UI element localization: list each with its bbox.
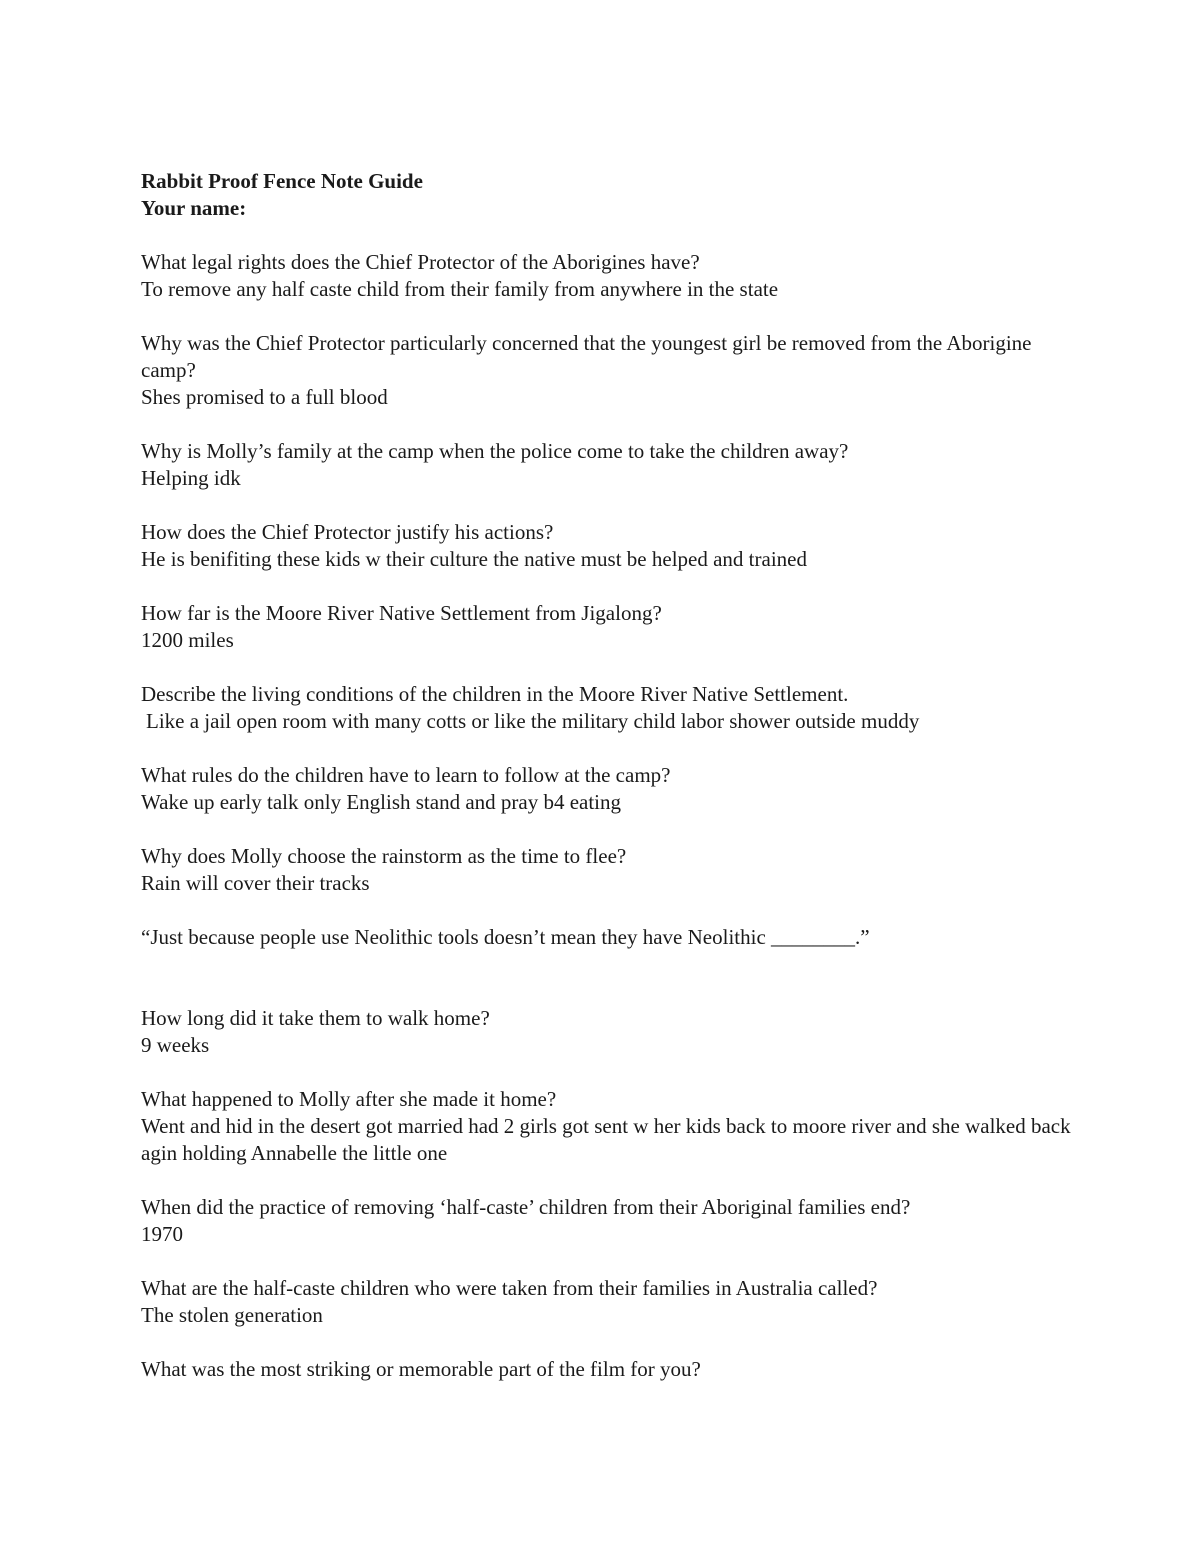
qa-item (141, 330, 1081, 411)
answer-text: The stolen generation (141, 1303, 323, 1327)
answer-text: He is benifiting these kids w their culture the native must be helped and trained (141, 547, 807, 571)
qa-item (141, 1086, 1081, 1167)
qa-item (141, 1356, 1081, 1383)
qa-item (141, 1194, 1081, 1248)
question-text: What rules do the children have to learn to follow at the camp? (141, 763, 671, 787)
answer-text: Went and hid in the desert got married had 2 girls got sent w her kids back to moore river and she walked back agin holding Annabelle the little one (141, 1114, 1071, 1165)
question-text: What are the half-caste children who were taken from their families in Australia called? (141, 1276, 878, 1300)
answer-text: 1200 miles (141, 628, 234, 652)
answer-text: Like a jail open room with many cotts or like the military child labor shower outside muddy (146, 709, 920, 733)
qa-item (141, 600, 1081, 654)
qa-item (141, 681, 1081, 735)
question-text: Why does Molly choose the rainstorm as the time to flee? (141, 844, 627, 868)
question-text: When did the practice of removing ‘half-caste’ children from their Aboriginal families end? (141, 1195, 911, 1219)
question-text: How does the Chief Protector justify his actions? (141, 520, 554, 544)
qa-item (141, 924, 1081, 951)
question-text: What legal rights does the Chief Protector of the Aborigines have? (141, 250, 700, 274)
qa-item (141, 438, 1081, 492)
question-text: How long did it take them to walk home? (141, 1006, 490, 1030)
qa-item (141, 843, 1081, 897)
answer-text: 9 weeks (141, 1033, 210, 1057)
answer-text: Rain will cover their tracks (141, 871, 370, 895)
document-page (141, 168, 1081, 1410)
question-text: Describe the living conditions of the children in the Moore River Native Settlement. (141, 682, 849, 706)
question-text: How far is the Moore River Native Settlement from Jigalong? (141, 601, 662, 625)
question-text: What was the most striking or memorable part of the film for you? (141, 1357, 701, 1381)
answer-text: 1970 (141, 1222, 183, 1246)
question-text: Why was the Chief Protector particularly concerned that the youngest girl be removed from the Aborigine camp? (141, 331, 1032, 382)
question-text: Why is Molly’s family at the camp when the police come to take the children away? (141, 439, 849, 463)
qa-item (141, 1275, 1081, 1329)
qa-item (141, 762, 1081, 816)
document-title: Rabbit Proof Fence Note Guide (141, 169, 423, 193)
qa-item (141, 249, 1081, 303)
qa-item (141, 519, 1081, 573)
name-label: Your name: (141, 196, 247, 220)
question-text: What happened to Molly after she made it home? (141, 1087, 557, 1111)
answer-text: Helping idk (141, 466, 241, 490)
quote-text: “Just because people use Neolithic tools doesn’t mean they have Neolithic ________.” (141, 925, 870, 949)
answer-text: To remove any half caste child from their family from anywhere in the state (141, 277, 779, 301)
answer-text: Wake up early talk only English stand and pray b4 eating (141, 790, 622, 814)
answer-text: Shes promised to a full blood (141, 385, 388, 409)
qa-item (141, 1005, 1081, 1059)
